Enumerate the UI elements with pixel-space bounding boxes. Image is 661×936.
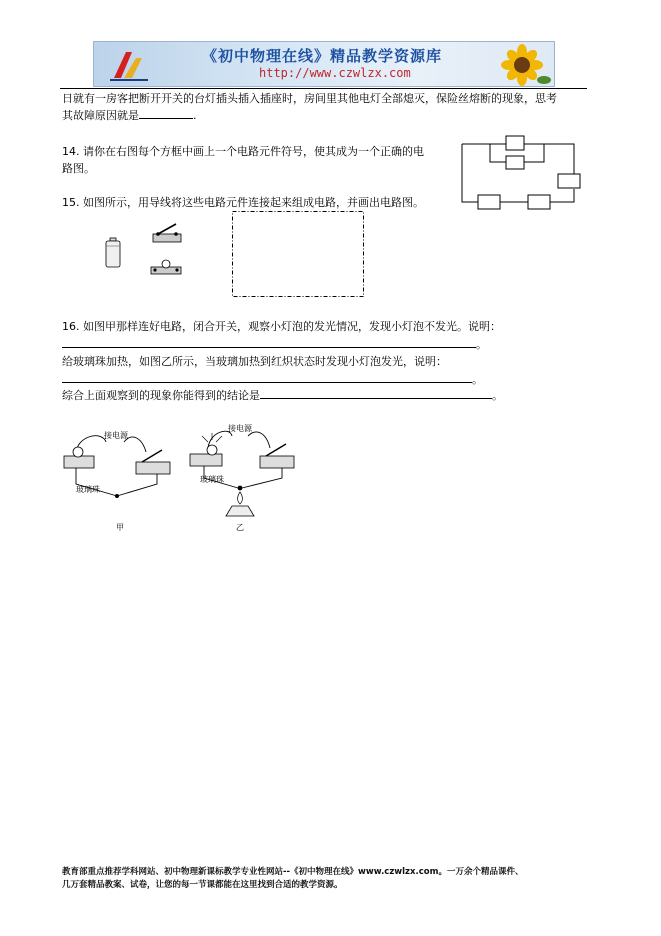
figure-b: [186, 420, 298, 532]
q16-line5-prefix: 综合上面观察到的现象你能得到的结论是: [62, 389, 260, 402]
q14-box-middle[interactable]: [506, 156, 524, 169]
fig-a-power-label: 接电源: [104, 431, 128, 440]
q13-line1: 日就有一房客把断开开关的台灯插头插入插座时，房间里其他电灯全部熄灭，保险丝熔断的现象，思考: [62, 92, 557, 105]
q16-line5-suffix: 。: [492, 389, 503, 402]
q14-box-top[interactable]: [506, 136, 524, 150]
q15-answer-box[interactable]: [232, 211, 364, 297]
q13-answer-blank[interactable]: [139, 107, 193, 119]
q13-line2: [62, 107, 197, 124]
q16-line2: [62, 336, 487, 353]
q16-answer-blank-2[interactable]: [62, 371, 472, 383]
footer-line1: 教育部重点推荐学科网站、初中物理新课标教学专业性网站--《初中物理在线》www.czwlzx.com。一万余个精品课件、: [62, 867, 524, 877]
figure-a: [62, 424, 174, 532]
fig-b-bead-label: 玻璃珠: [200, 475, 224, 484]
sunflower-icon: [492, 44, 552, 86]
q16-answer-blank-3[interactable]: [260, 387, 492, 399]
q16-line1: 16. 如图甲那样连好电路，闭合开关，观察小灯泡的发光情况，发现小灯泡不发光。说明：: [62, 320, 501, 333]
q14-box-right[interactable]: [558, 174, 580, 188]
header-rule: [60, 88, 587, 89]
q16-line2-suffix: 。: [476, 338, 487, 351]
q13-prefix: 其故障原因就是: [62, 109, 139, 122]
battery-icon: [105, 238, 121, 268]
fig-a-caption: 甲: [116, 523, 124, 532]
fig-b-caption: 乙: [236, 523, 244, 532]
q14-circuit-diagram: [460, 134, 582, 210]
fig-a-bead-label: 玻璃珠: [76, 485, 100, 494]
q16-line4-suffix: 。: [472, 373, 483, 386]
q16-line3: 给玻璃珠加热，如图乙所示，当玻璃加热到红炽状态时发现小灯泡发光，说明：: [62, 355, 447, 368]
banner-title: 《初中物理在线》精品教学资源库: [202, 47, 443, 65]
q16-line4: [62, 371, 483, 388]
fig-b-power-label: 接电源: [228, 424, 252, 433]
lamp-holder-icon: [150, 258, 182, 276]
footer: [62, 866, 523, 892]
banner-url[interactable]: http://www.czwlzx.com: [259, 66, 411, 80]
q14-line1: 14. 请你在右图每个方框中画上一个电路元件符号，使其成为一个正确的电: [62, 145, 424, 158]
q14-box-bottom-right[interactable]: [528, 195, 550, 209]
footer-line2: 几万套精品教案、试卷，让您的每一节课都能在这里找到合适的教学资源。: [62, 880, 343, 890]
q15-text: 15. 如图所示，用导线将这些电路元件连接起来组成电路，并画出电路图。: [62, 196, 424, 209]
q13-suffix: .: [193, 109, 197, 122]
q16-line5: [62, 387, 503, 404]
knife-switch-icon: [152, 222, 182, 244]
q14-box-bottom-left[interactable]: [478, 195, 500, 209]
logo-icon: [108, 48, 152, 82]
q14-line2: 路图。: [62, 162, 95, 175]
q16-answer-blank-1[interactable]: [62, 336, 476, 348]
header-banner: [93, 41, 555, 87]
